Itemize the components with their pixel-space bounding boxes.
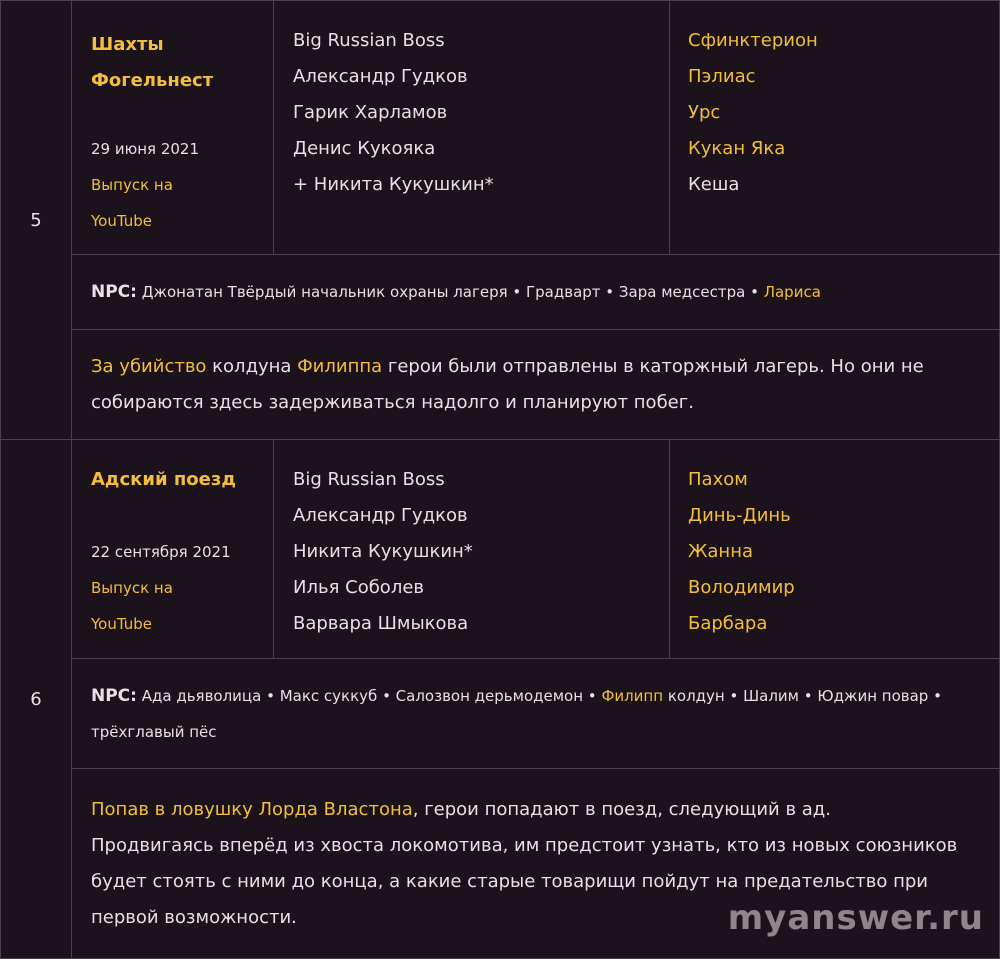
role-list bbox=[670, 1, 1000, 255]
cast-member: Александр Гудков bbox=[293, 66, 468, 87]
npc-list bbox=[72, 255, 1000, 330]
role-link[interactable]: Жанна bbox=[688, 541, 753, 562]
role-link[interactable]: Барбара bbox=[688, 613, 768, 634]
description-text: колдуна bbox=[206, 355, 298, 377]
cast-member: Big Russian Boss bbox=[293, 469, 445, 490]
description-link[interactable]: Попав в ловушку Лорда Властона bbox=[91, 798, 413, 820]
role-link[interactable]: Пэлиас bbox=[688, 66, 756, 87]
cast-member: Варвара Шмыкова bbox=[293, 613, 469, 634]
episode-info bbox=[72, 1, 274, 255]
episode-description bbox=[72, 330, 1000, 440]
role-link[interactable]: Кукан Яка bbox=[688, 138, 786, 159]
cast-member: Денис Кукояка bbox=[293, 138, 436, 159]
role-name: Кеша bbox=[688, 174, 740, 195]
episode-title[interactable]: Шахты Фогельнест bbox=[91, 34, 214, 91]
cast-member: Александр Гудков bbox=[293, 505, 468, 526]
cast-list bbox=[274, 440, 670, 659]
role-link[interactable]: Сфинктерион bbox=[688, 30, 818, 51]
npc-label: NPC: bbox=[91, 282, 137, 302]
cast-member: Big Russian Boss bbox=[293, 30, 445, 51]
description-text: , герои попадают в поезд, следующий в ад. Продвигаясь вперёд из хвоста локомотива, им предстоит узнать, кто из новых союзников будет стоять с ними до конца, а какие старые товарищи пойдут на предательство при первой возможности. bbox=[91, 798, 958, 928]
role-link[interactable]: Володимир bbox=[688, 577, 795, 598]
cast-member: + Никита Кукушкин* bbox=[293, 174, 494, 195]
npc-row bbox=[1, 255, 1000, 330]
npc-text: колдун • Шалим • Юджин повар • трёхглавый пёс bbox=[91, 686, 942, 741]
npc-list bbox=[72, 659, 1000, 769]
episode-number: 5 bbox=[1, 1, 72, 440]
npc-link[interactable]: Лариса bbox=[763, 283, 821, 301]
episode-number: 6 bbox=[1, 440, 72, 959]
episode-title[interactable]: Адский поезд bbox=[91, 469, 236, 490]
cast-list bbox=[274, 1, 670, 255]
cast-member: Никита Кукушкин* bbox=[293, 541, 473, 562]
npc-label: NPC: bbox=[91, 685, 137, 706]
npc-text: Джонатан Твёрдый начальник охраны лагеря • Градварт • Зара медсестра • bbox=[141, 283, 759, 301]
description-link[interactable]: Филиппа bbox=[297, 355, 383, 377]
episode-row bbox=[1, 440, 1000, 659]
description-text: герои были отправлены в каторжный лагерь. Но они не собираются здесь задерживаться надолго и планируют побег. bbox=[91, 355, 924, 413]
episode-row bbox=[1, 1, 1000, 255]
youtube-link[interactable]: Выпуск на YouTube bbox=[91, 579, 173, 633]
description-link[interactable]: За убийство bbox=[91, 355, 207, 377]
npc-row bbox=[1, 659, 1000, 769]
youtube-link[interactable]: Выпуск на YouTube bbox=[91, 176, 173, 230]
npc-link[interactable]: Филипп bbox=[601, 686, 664, 705]
cast-member: Гарик Харламов bbox=[293, 102, 448, 123]
episode-date: 22 сентября 2021 bbox=[91, 543, 231, 561]
watermark: myanswer.ru bbox=[727, 898, 984, 938]
episode-date: 29 июня 2021 bbox=[91, 140, 200, 158]
cast-member: Илья Соболев bbox=[293, 577, 425, 598]
role-link[interactable]: Динь-Динь bbox=[688, 505, 791, 526]
npc-text: Ада дьяволица • Макс суккуб • Салозвон дерьмодемон • bbox=[141, 686, 597, 705]
role-list bbox=[670, 440, 1000, 659]
description-row bbox=[1, 330, 1000, 440]
episode-info bbox=[72, 440, 274, 659]
role-link[interactable]: Урс bbox=[688, 102, 721, 123]
role-link[interactable]: Пахом bbox=[688, 469, 748, 490]
